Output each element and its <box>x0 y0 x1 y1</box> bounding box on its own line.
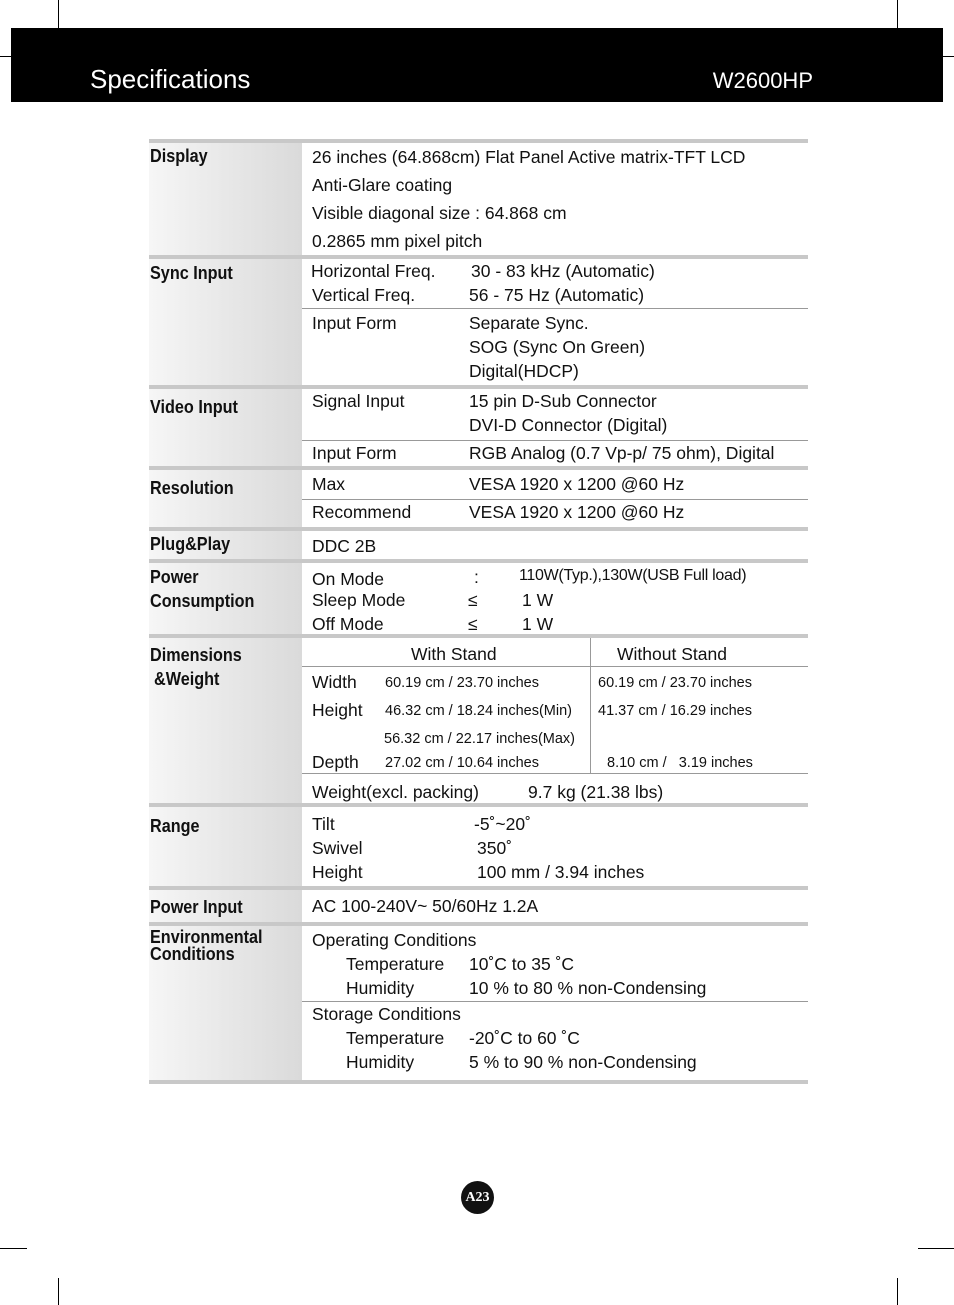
crop-mark <box>897 0 898 28</box>
env-st-temp-key: Temperature <box>346 1028 445 1048</box>
display-line: 26 inches (64.868cm) Flat Panel Active matrix-TFT LCD <box>312 147 746 167</box>
sync-v-value: 56 - 75 Hz (Automatic) <box>469 285 645 305</box>
dimensions-height-with-min: 46.32 cm / 18.24 inches(Min) <box>385 703 572 719</box>
env-st-temp-value: -20˚C to 60 ˚C <box>469 1028 580 1048</box>
env-op-temp-value: 10˚C to 35 ˚C <box>469 954 575 974</box>
weight-value: 9.7 kg (21.38 lbs) <box>528 782 664 802</box>
dimensions-width-key: Width <box>312 672 357 692</box>
header-bar <box>11 28 943 102</box>
label-environmental: Conditions <box>150 944 235 964</box>
range-swivel-key: Swivel <box>312 838 363 858</box>
section-divider <box>149 139 808 143</box>
label-power-consumption: Consumption <box>150 591 255 611</box>
power-input-value: AC 100-240V~ 50/60Hz 1.2A <box>312 896 539 916</box>
display-line: Visible diagonal size : 64.868 cm <box>312 203 567 223</box>
range-tilt-key: Tilt <box>312 814 335 834</box>
label-sync-input: Sync Input <box>150 263 233 283</box>
row-divider <box>302 440 808 441</box>
range-tilt-value: -5˚~20˚ <box>474 814 531 834</box>
label-power-consumption: Power <box>150 567 199 587</box>
video-signal-key: Signal Input <box>312 391 405 411</box>
video-signal-value: 15 pin D-Sub Connector <box>469 391 657 411</box>
section-divider <box>149 466 808 470</box>
label-resolution: Resolution <box>150 478 234 498</box>
row-divider <box>302 773 808 774</box>
crop-mark <box>943 56 954 57</box>
section-divider <box>149 922 808 926</box>
dimensions-height-key: Height <box>312 700 363 720</box>
sync-form-value: Separate Sync. <box>469 313 589 333</box>
section-divider <box>149 527 808 531</box>
power-sleep-symbol: ≤ <box>468 590 478 610</box>
spec-table <box>149 139 808 1084</box>
power-sleep-value: 1 W <box>522 590 554 610</box>
label-dimensions: &Weight <box>154 669 220 689</box>
column-divider <box>590 638 591 773</box>
sync-h-value: 30 - 83 kHz (Automatic) <box>471 261 655 281</box>
power-off-symbol: ≤ <box>468 614 478 634</box>
row-divider <box>302 1001 808 1002</box>
crop-mark <box>0 56 11 57</box>
power-on-key: On Mode <box>312 569 384 589</box>
resolution-max-value: VESA 1920 x 1200 @60 Hz <box>469 474 685 494</box>
section-divider <box>149 255 808 259</box>
section-divider <box>149 1080 808 1084</box>
crop-mark <box>918 1248 954 1249</box>
power-on-symbol: : <box>474 567 479 587</box>
section-divider <box>149 385 808 389</box>
range-height-value: 100 mm / 3.94 inches <box>477 862 645 882</box>
section-divider <box>149 886 808 890</box>
weight-key: Weight(excl. packing) <box>312 782 479 802</box>
video-form-value: RGB Analog (0.7 Vp-p/ 75 ohm), Digital <box>469 443 775 463</box>
row-divider <box>302 308 808 309</box>
crop-mark <box>0 1248 27 1249</box>
resolution-rec-key: Recommend <box>312 502 412 522</box>
page-number-badge: A23 <box>461 1181 494 1214</box>
sync-form-value: Digital(HDCP) <box>469 361 579 381</box>
label-range: Range <box>150 816 200 836</box>
range-swivel-value: 350˚ <box>477 838 513 858</box>
dimensions-width-with: 60.19 cm / 23.70 inches <box>385 675 539 691</box>
env-op-hum-key: Humidity <box>346 978 415 998</box>
dimensions-width-without: 60.19 cm / 23.70 inches <box>598 675 752 691</box>
label-plug-play: Plug&Play <box>150 534 231 554</box>
dimensions-col-with: With Stand <box>411 644 497 664</box>
power-on-value: 110W(Typ.),130W(USB Full load) <box>519 567 747 584</box>
power-off-value: 1 W <box>522 614 554 634</box>
dimensions-height-without: 41.37 cm / 16.29 inches <box>598 703 752 719</box>
resolution-max-key: Max <box>312 474 346 494</box>
dimensions-depth-without: 8.10 cm / 3.19 inches <box>607 755 753 771</box>
sync-v-key: Vertical Freq. <box>312 285 416 305</box>
label-dimensions: Dimensions <box>150 645 242 665</box>
row-divider <box>302 499 808 500</box>
dimensions-col-without: Without Stand <box>617 644 727 664</box>
env-storage-title: Storage Conditions <box>312 1004 461 1024</box>
section-divider <box>149 634 808 638</box>
display-line: 0.2865 mm pixel pitch <box>312 231 483 251</box>
sync-h-key: Horizontal Freq. <box>311 261 436 281</box>
section-divider <box>149 559 808 563</box>
label-video-input: Video Input <box>150 397 238 417</box>
video-signal-value: DVI-D Connector (Digital) <box>469 415 668 435</box>
dimensions-depth-key: Depth <box>312 752 359 772</box>
sync-form-value: SOG (Sync On Green) <box>469 337 646 357</box>
env-operating-title: Operating Conditions <box>312 930 477 950</box>
crop-mark <box>58 0 59 28</box>
range-height-key: Height <box>312 862 363 882</box>
resolution-rec-value: VESA 1920 x 1200 @60 Hz <box>469 502 685 522</box>
crop-mark <box>897 1278 898 1305</box>
power-off-key: Off Mode <box>312 614 384 634</box>
video-form-key: Input Form <box>312 443 397 463</box>
sync-form-key: Input Form <box>312 313 397 333</box>
plug-play-value: DDC 2B <box>312 536 377 556</box>
label-display: Display <box>150 146 208 166</box>
env-st-hum-key: Humidity <box>346 1052 415 1072</box>
power-sleep-key: Sleep Mode <box>312 590 406 610</box>
label-environmental: Environmental <box>150 927 263 947</box>
dimensions-height-with-max: 56.32 cm / 22.17 inches(Max) <box>384 731 576 747</box>
env-st-hum-value: 5 % to 90 % non-Condensing <box>469 1052 697 1072</box>
crop-mark <box>58 1278 59 1305</box>
model-name: W2600HP <box>712 68 813 93</box>
env-op-temp-key: Temperature <box>346 954 445 974</box>
section-divider <box>149 803 808 807</box>
label-power-input: Power Input <box>150 897 243 917</box>
row-divider <box>302 666 808 667</box>
dimensions-depth-with: 27.02 cm / 10.64 inches <box>385 755 539 771</box>
env-op-hum-value: 10 % to 80 % non-Condensing <box>469 978 707 998</box>
page-title: Specifications <box>90 64 251 94</box>
display-line: Anti-Glare coating <box>312 175 453 195</box>
